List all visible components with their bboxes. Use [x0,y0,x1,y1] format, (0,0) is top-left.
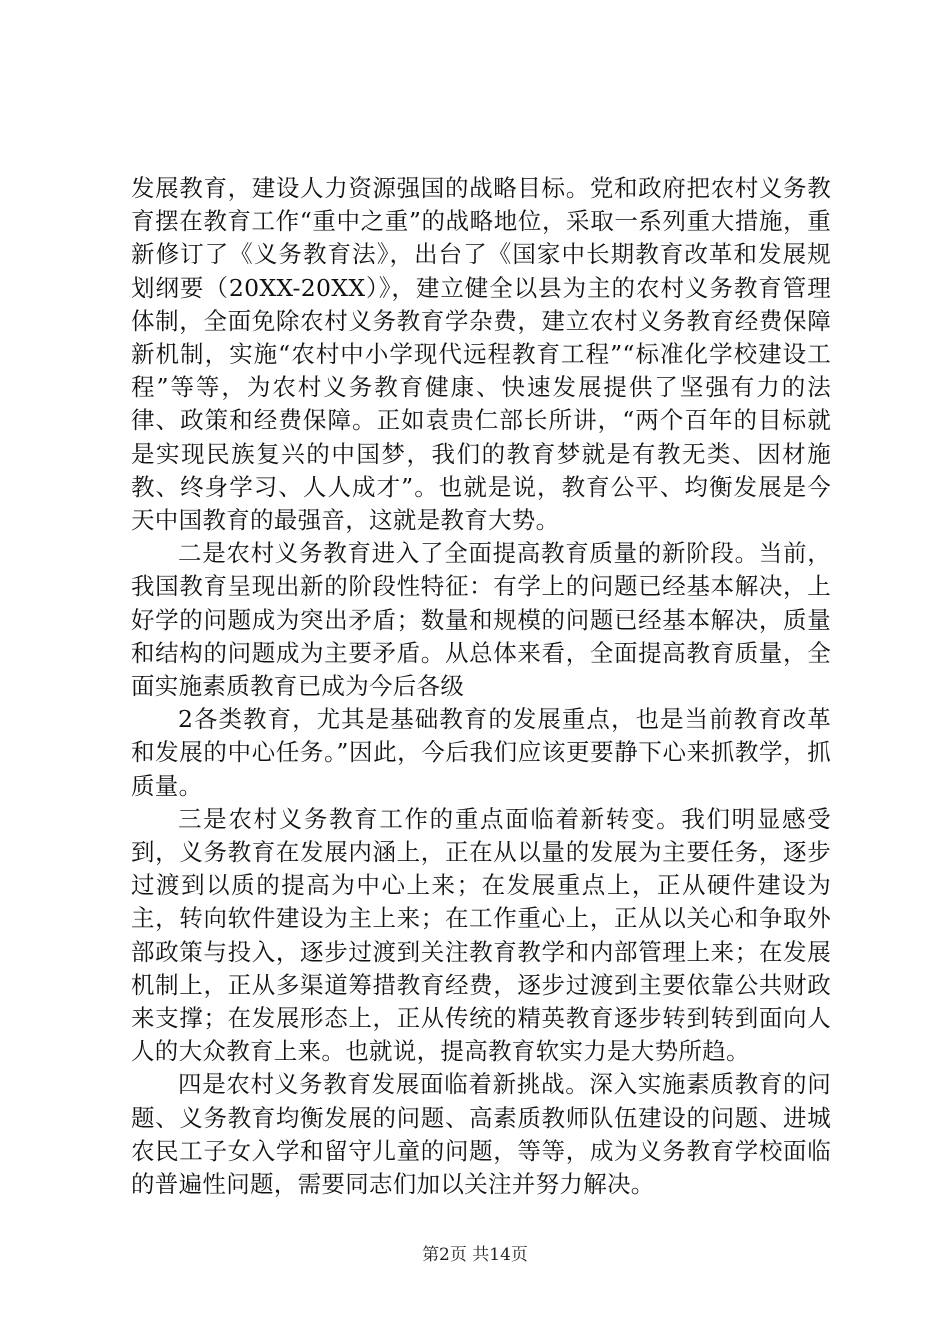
body-text [131,172,831,1201]
paragraph-point-four: 四是农村义务教育发展面临着新挑战。深入实施素质教育的问题、义务教育均衡发展的问题、高素质教师队伍建设的问题、进城农民工子女入学和留守儿童的问题，等等，成为义务教育学校面临的普遍性问题，需要同志们加以关注并努力解决。 [131,1070,831,1199]
paragraph-point-two: 二是农村义务教育进入了全面提高教育质量的新阶段。当前，我国教育呈现出新的阶段性特征：有学上的问题已经基本解决，上好学的问题成为突出矛盾；数量和规模的问题已经基本解决，质量和结构的问题成为主要矛盾。从总体来看，全面提高教育质量，全面实施素质教育已成为今后各级 [131,539,831,701]
paragraph-point-three: 三是农村义务教育工作的重点面临着新转变。我们明显感受到，义务教育在发展内涵上，正在从以量的发展为主要任务，逐步过渡到以质的提高为中心上来；在发展重点上，正从硬件建设为主，转向软件建设为主上来；在工作重心上，正从以关心和争取外部政策与投入，逐步过渡到关注教育教学和内部管理上来；在发展机制上，正从多渠道筹措教育经费，逐步过渡到主要依靠公共财政来支撑；在发展形态上，正从传统的精英教育逐步转到转到面向人人的大众教育上来。也就说，提高教育软实力是大势所趋。 [131,804,831,1066]
paragraph-continuation: 发展教育，建设人力资源强国的战略目标。党和政府把农村义务教育摆在教育工作“重中之重”的战略地位，采取一系列重大措施，重新修订了《义务教育法》，出台了《国家中长期教育改革和发展规划纲要（20XX-20XX）》，建立健全以县为主的农村义务教育管理体制，全面免除农村义务教育学杂费，建立农村义务教育经费保障新机制，实施“农村中小学现代远程教育工程”“标准化学校建设工程”等等，为农村义务教育健康、快速发展提供了坚强有力的法律、政策和经费保障。正如袁贵仁部长所讲，“两个百年的目标就是实现民族复兴的中国梦，我们的教育梦就是有教无类、因材施教、终身学习、人人成才”。也就是说，教育公平、均衡发展是今天中国教育的最强音，这就是教育大势。 [131,174,831,535]
page-footer: 第2页 共14页 [422,1245,528,1265]
paragraph-page-break-continuation: 2各类教育，尤其是基础教育的发展重点，也是当前教育改革和发展的中心任务。”因此，今后我们应该更要静下心来抓教学，抓质量。 [131,705,831,800]
